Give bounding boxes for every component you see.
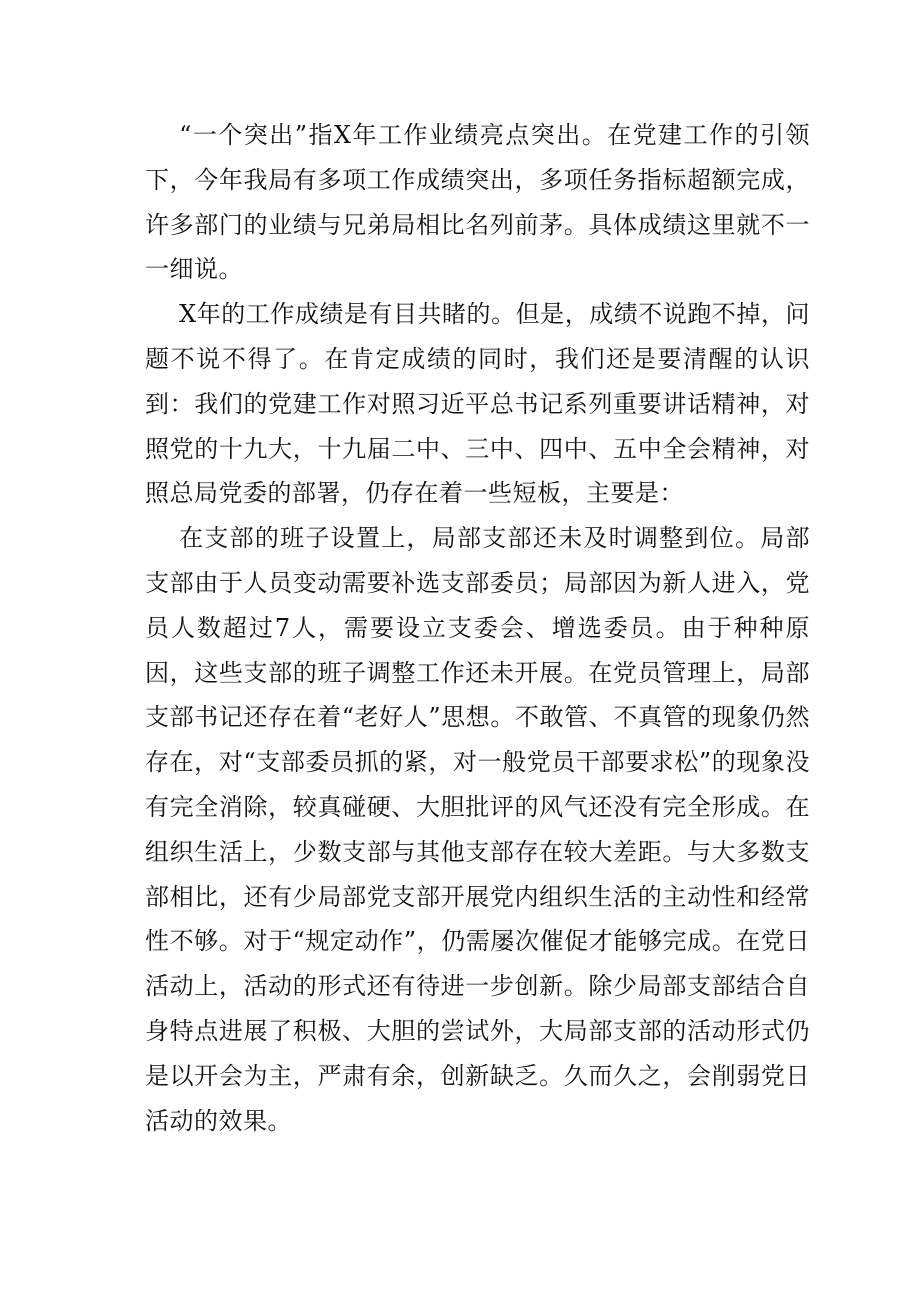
paragraph-highlights: “一个突出”指X年工作业绩亮点突出。在党建工作的引领下，今年我局有多项工作成绩突出，多项任务指标超额完成，许多部门的业绩与兄弟局相比名列前茅。具体成绩这里就不一一细说。 <box>145 121 810 284</box>
paragraph-problems-detail: 在支部的班子设置上，局部支部还未及时调整到位。局部支部由于人员变动需要补选支部委员；局部因为新人进入，党员人数超过7人，需要设立支委会、增选委员。由于种种原因，这些支部的班子调整工作还未开展。在党员管理上，局部支部书记还存在着“老好人”思想。不敢管、不真管的现象仍然存在，对“支部委员抓的紧，对一般党员干部要求松”的现象没有完全消除，较真碰硬、大胆批评的风气还没有完全形成。在组织生活上，少数支部与其他支部存在较大差距。与大多数支部相比，还有少局部党支部开展党内组织生活的主动性和经常性不够。对于“规定动作”，仍需屡次催促才能够完成。在党日活动上，活动的形式还有待进一步创新。除少局部支部结合自身特点进展了积极、大胆的尝试外，大局部支部的活动形式仍是以开会为主，严肃有余，创新缺乏。久而久之，会削弱党日活动的效果。 <box>145 524 810 1135</box>
paragraph-problems-intro: X年的工作成绩是有目共睹的。但是，成绩不说跑不掉，问题不说不得了。在肯定成绩的同时，我们还是要清醒的认识到：我们的党建工作对照习近平总书记系列重要讲话精神，对照党的十九大，十九届二中、三中、四中、五中全会精神，对照总局党委的部署，仍存在着一些短板，主要是： <box>145 300 810 508</box>
document-body <box>145 113 810 1143</box>
